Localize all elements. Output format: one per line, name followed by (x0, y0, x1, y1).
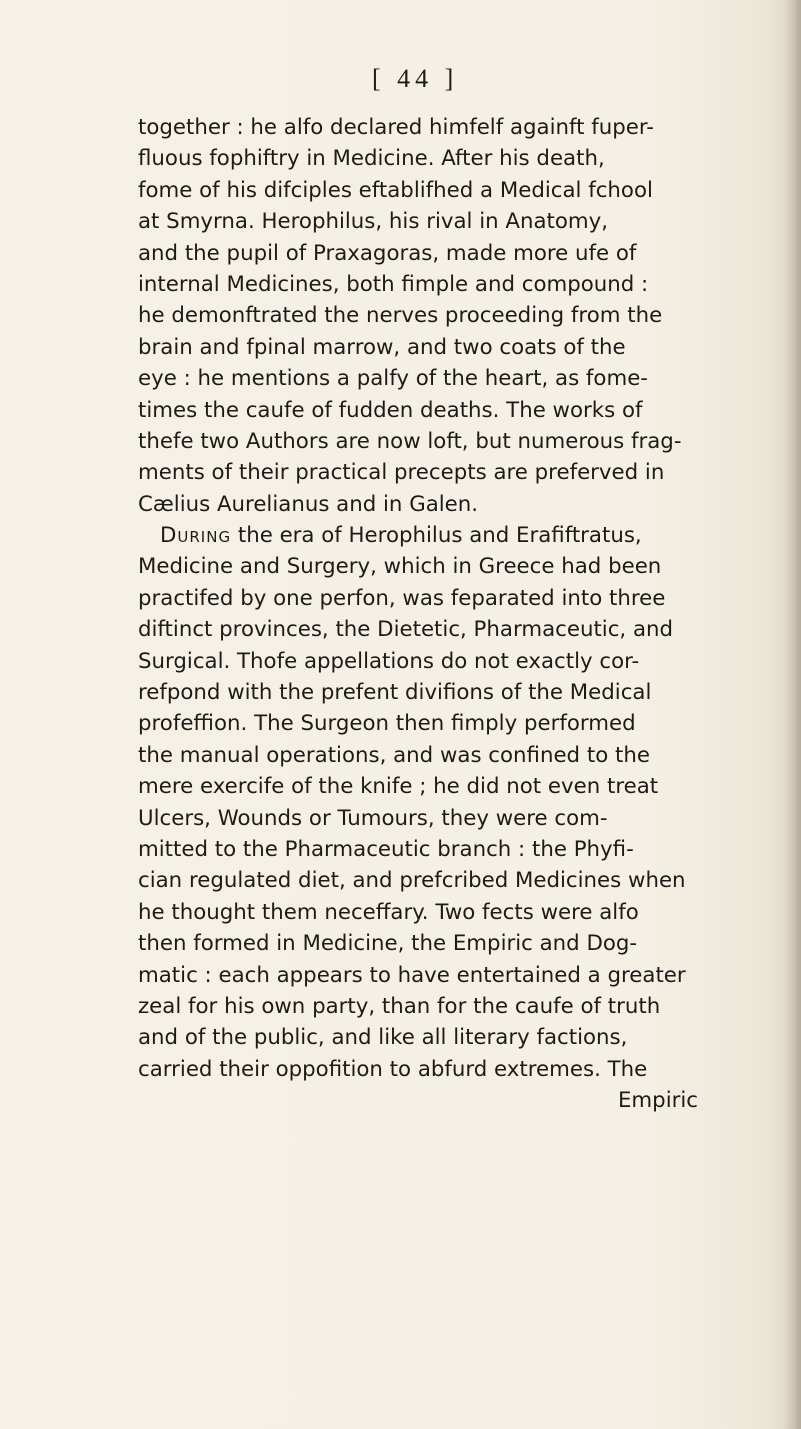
page-edge-shadow (783, 0, 801, 1429)
text-line: at Smyrna. Herophilus, his rival in Anatomy, (138, 209, 609, 235)
text-line: and of the public, and like all literary factions, (138, 1025, 628, 1051)
text-line: he thought them neceffary. Two fects were alfo (138, 899, 639, 925)
text-line: zeal for his own party, than for the caufe of truth (138, 993, 661, 1019)
text-line: matic : each appears to have entertained a greater (138, 962, 686, 988)
paragraph-initial-word: During (160, 523, 232, 549)
text-line: Cælius Aurelianus and in Galen. (138, 491, 479, 517)
text-line: Ulcers, Wounds or Tumours, they were com- (138, 805, 608, 831)
text-line: and the pupil of Praxagoras, made more ufe of (138, 240, 637, 266)
text-line: Medicine and Surgery, which in Greece had been (138, 554, 662, 580)
page-number: [ 44 ] (372, 64, 459, 93)
text-line: brain and fpinal marrow, and two coats of the (138, 334, 626, 360)
text-line: practifed by one perfon, was feparated into three (138, 585, 666, 611)
body-text (138, 112, 738, 1117)
text-line: the manual operations, and was confined to the (138, 742, 650, 768)
text-line: then formed in Medicine, the Empiric and Dog- (138, 931, 638, 957)
text-line: he demonftrated the nerves proceeding from the (138, 303, 663, 329)
text-line: fome of his difciples eftablifhed a Medical fchool (138, 177, 653, 203)
text-line: ments of their practical precepts are preferved in (138, 460, 665, 486)
text-line: carried their oppofition to abfurd extremes. The (138, 1056, 648, 1082)
text-line: eye : he mentions a palfy of the heart, as fome- (138, 366, 648, 392)
text-line: refpond with the prefent divifions of the Medical (138, 680, 652, 706)
text-line: together : he alfo declared himfelf againft fuper- (138, 115, 654, 140)
text-line: internal Medicines, both fimple and compound : (138, 271, 649, 297)
text-line: fluous fophiftry in Medicine. After his death, (138, 146, 605, 172)
paragraph-first-line (138, 520, 738, 551)
paragraph-first-line-rest: the era of Herophilus and Erafiftratus, (231, 523, 642, 549)
text-line: cian regulated diet, and prefcribed Medicines when (138, 868, 686, 894)
catchword: Empiric (617, 1088, 698, 1114)
text-line: profeffion. The Surgeon then fimply performed (138, 711, 636, 737)
text-line: mere exercife of the knife ; he did not even treat (138, 774, 659, 800)
text-line: Surgical. Thofe appellations do not exactly cor- (138, 648, 640, 674)
text-line: mitted to the Pharmaceutic branch : the Phyfi- (138, 836, 634, 862)
text-line: times the caufe of fudden deaths. The works of (138, 397, 643, 423)
text-line: thefe two Authors are now loft, but numerous frag- (138, 428, 682, 454)
text-line: diftinct provinces, the Dietetic, Pharmaceutic, and (138, 617, 674, 643)
